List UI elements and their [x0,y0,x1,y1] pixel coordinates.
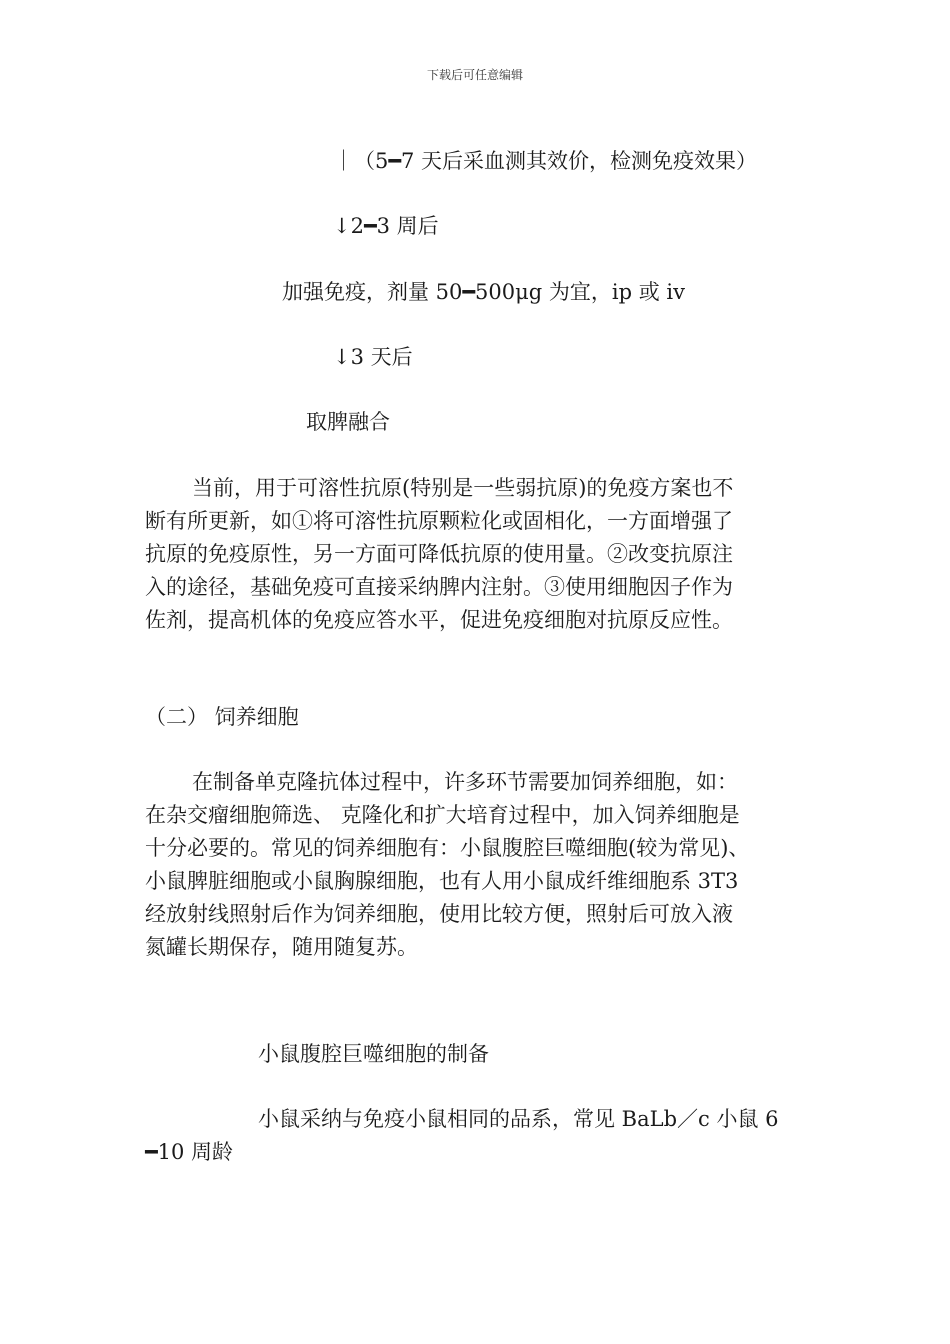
paragraph-line: 小鼠采纳与免疫小鼠相同的品系，常见 BaLb／c 小鼠 6 [258,1107,779,1131]
paragraph-line: 佐剂，提高机体的免疫应答水平，促进免疫细胞对抗原反应性。 [145,608,733,632]
paragraph-line: ━10 周龄 [145,1140,234,1164]
paragraph-line: 在杂交瘤细胞筛选、 克隆化和扩大培育过程中，加入饲养细胞是 [145,803,740,827]
paragraph-immunization [145,472,815,637]
paragraph-line: 在制备单克隆抗体过程中，许多环节需要加饲养细胞，如： [192,770,738,794]
paragraph-line: 氮罐长期保存，随用随复苏。 [145,935,418,959]
paragraph-line: 十分必要的。常见的饲养细胞有：小鼠腹腔巨噬细胞(较为常见)、 [145,836,750,860]
paragraph-line: 经放射线照射后作为饲养细胞，使用比较方便，照射后可放入液 [145,902,733,926]
paragraph-feeder-cells [145,766,815,964]
paragraph-line: 断有所更新，如①将可溶性抗原颗粒化或固相化，一方面增强了 [145,509,733,533]
subsection-heading-macrophage-prep: 小鼠腹腔巨噬细胞的制备 [258,1042,489,1066]
paragraph-line: 小鼠脾脏细胞或小鼠胸腺细胞，也有人用小鼠成纤维细胞系 3T3 [145,869,739,893]
flow-arrow-days: ↓3 天后 [333,345,413,369]
flow-step-boost: 加强免疫，剂量 50━500μg 为宜，ip 或 iv [282,280,685,304]
paragraph-line: 入的途径，基础免疫可直接采纳脾内注射。③使用细胞因子作为 [145,575,733,599]
flow-step-titer: ｜（5━7 天后采血测其效价，检测免疫效果） [333,149,758,173]
page-header-note: 下载后可任意编辑 [426,68,523,82]
flow-arrow-weeks: ↓2━3 周后 [333,214,439,238]
section-heading-feeder-cells: （二） 饲养细胞 [145,705,299,729]
paragraph-line: 抗原的免疫原性，另一方面可降低抗原的使用量。②改变抗原注 [145,542,733,566]
flow-step-fusion: 取脾融合 [306,410,390,434]
paragraph-line: 当前，用于可溶性抗原(特别是一些弱抗原)的免疫方案也不 [192,476,734,500]
paragraph-mouse-strain [145,1103,815,1169]
